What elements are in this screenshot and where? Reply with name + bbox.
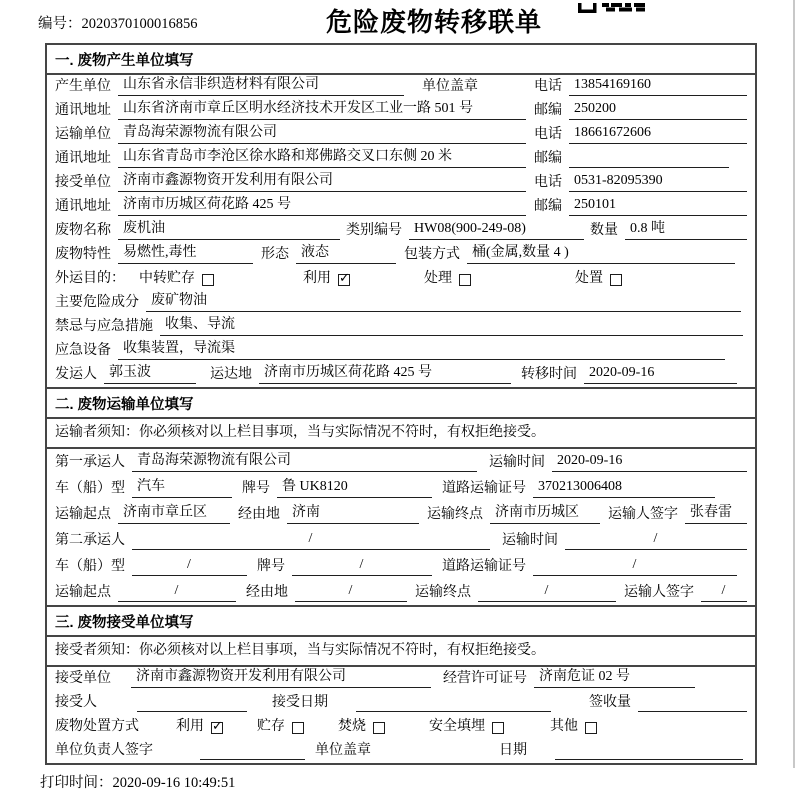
disposal-option-burn	[338, 718, 385, 736]
disposal-burn-checkbox	[373, 722, 385, 734]
transfer-storage-label: 中转贮存	[139, 271, 195, 286]
treat-checkbox	[459, 274, 471, 286]
route2-row	[47, 579, 755, 605]
disposal-option-store	[257, 718, 304, 736]
disposal-option-use	[176, 718, 223, 736]
date-label: 日期	[499, 743, 527, 758]
route-end-field: 济南市历城区	[490, 504, 600, 524]
transfer-storage-checkbox	[202, 274, 214, 286]
disposal-landfill-checkbox	[492, 722, 504, 734]
equipment-label: 应急设备	[55, 343, 111, 358]
disposal-other-checkbox	[585, 722, 597, 734]
acceptor-field	[137, 710, 247, 712]
vehicle-type-label: 车（船）型	[55, 559, 125, 574]
hazard-row	[47, 291, 755, 315]
quantity-field: 0.8 吨	[625, 220, 747, 240]
second-carrier-field: /	[132, 530, 490, 550]
route-start2-field: /	[118, 582, 236, 602]
dispatcher-label: 发运人	[55, 367, 97, 382]
purpose-label: 外运目的：	[55, 271, 125, 286]
route-start-label: 运输起点	[55, 585, 111, 600]
accept-unit-row	[47, 667, 755, 691]
transporter-row	[47, 123, 755, 147]
document-header	[0, 0, 796, 43]
receiver-address-row	[47, 195, 755, 219]
form-label: 形态	[261, 247, 289, 262]
other-label: 其他	[550, 719, 578, 734]
manifest-form	[45, 43, 757, 765]
responsible-sign-field	[200, 758, 305, 760]
date-field	[555, 758, 743, 760]
print-time-value: 2020-09-16 10:49:51	[112, 775, 236, 791]
purpose-row	[47, 267, 755, 291]
second-carrier-row	[47, 527, 755, 553]
receiver-name-field: 济南市鑫源物资开发利用有限公司	[118, 172, 526, 192]
section1-header: 一. 废物产生单位填写	[47, 45, 755, 75]
plate-label: 牌号	[242, 481, 270, 496]
transfer-time-label: 转移时间	[521, 367, 577, 382]
disposal-store-checkbox	[292, 722, 304, 734]
route1-row	[47, 501, 755, 527]
phone-label: 电话	[534, 175, 562, 190]
destination-field: 济南市历城区荷花路 425 号	[259, 364, 511, 384]
receiver-address-field: 济南市历城区荷花路 425 号	[118, 196, 526, 216]
receiver-zip-field: 250101	[569, 196, 747, 216]
zip-label: 邮编	[534, 151, 562, 166]
plate-field: 鲁 UK8120	[277, 478, 432, 498]
equipment-row	[47, 339, 755, 363]
road-permit-field: 370213006408	[533, 478, 715, 498]
waste-traits-row	[47, 243, 755, 267]
first-carrier-label: 第一承运人	[55, 455, 125, 470]
carrier-sign-label: 运输人签字	[624, 585, 694, 600]
accept-date-label: 接受日期	[272, 695, 328, 710]
purpose-option-use	[303, 270, 350, 288]
route-end-label: 运输终点	[427, 507, 483, 522]
route-via2-field: /	[295, 582, 407, 602]
road-permit2-field: /	[533, 556, 737, 576]
right-edge-divider	[793, 0, 795, 768]
acceptor-row	[47, 691, 755, 715]
category-code-field: HW08(900-249-08)	[409, 220, 584, 240]
page-title: 危险废物转移联单	[325, 7, 542, 37]
hazard-label: 主要危险成分	[55, 295, 139, 310]
disposal-label: 废物处置方式	[55, 719, 139, 734]
carrier-sign2-field: /	[701, 582, 747, 602]
purpose-option-dispose	[575, 270, 622, 288]
serial-label: 编号：	[38, 16, 82, 32]
responsible-sign-label: 单位负责人签字	[55, 743, 153, 758]
transfer-time-field: 2020-09-16	[584, 364, 737, 384]
address-label: 通讯地址	[55, 103, 111, 118]
vehicle-type-label: 车（船）型	[55, 481, 125, 496]
transporter-name-field: 青岛海荣源物流有限公司	[118, 124, 526, 144]
waste-traits-label: 废物特性	[55, 247, 111, 262]
vehicle-type-field: 汽车	[132, 478, 232, 498]
route-start-field: 济南市章丘区	[118, 504, 230, 524]
transporter-notice: 运输者须知：你必须核对以上栏目事项，当与实际情况不符时，有权拒绝接受。	[47, 419, 755, 449]
form-field: 液态	[296, 244, 396, 264]
vehicle2-row	[47, 553, 755, 579]
receiver-phone-field: 0531-82095390	[569, 172, 747, 192]
packaging-label: 包装方式	[404, 247, 460, 262]
landfill-label: 安全填埋	[429, 719, 485, 734]
responsible-sign-row	[47, 739, 755, 763]
route-end2-field: /	[478, 582, 616, 602]
transport-time2-field: /	[565, 530, 747, 550]
phone-label: 电话	[534, 79, 562, 94]
receiver-row	[47, 171, 755, 195]
carrier-sign-label: 运输人签字	[608, 507, 678, 522]
received-amount-label: 签收量	[589, 695, 631, 710]
accept-unit-field: 济南市鑫源物资开发利用有限公司	[131, 668, 431, 688]
producer-address-field: 山东省济南市章丘区明水经济技术开发区工业一路 501 号	[118, 100, 526, 120]
producer-phone-field: 13854169160	[569, 76, 747, 96]
vehicle1-row	[47, 475, 755, 501]
use-label: 利用	[303, 271, 331, 286]
section3-header: 三. 废物接受单位填写	[47, 605, 755, 637]
phone-label: 电话	[534, 127, 562, 142]
taboo-label: 禁忌与应急措施	[55, 319, 153, 334]
serial-value: 2020370100016856	[81, 16, 198, 32]
burn-label: 焚烧	[338, 719, 366, 734]
purpose-option-treat	[424, 270, 471, 288]
taboo-row	[47, 315, 755, 339]
print-time-line	[40, 771, 796, 792]
address-label: 通讯地址	[55, 151, 111, 166]
producer-label: 产生单位	[55, 79, 111, 94]
zip-label: 邮编	[534, 103, 562, 118]
hazard-field: 废矿物油	[146, 292, 741, 312]
plate-label: 牌号	[257, 559, 285, 574]
destination-label: 运达地	[210, 367, 252, 382]
transporter-address-row	[47, 147, 755, 171]
dispatch-row	[47, 363, 755, 387]
section2-header: 二. 废物运输单位填写	[47, 387, 755, 419]
transport-time-label: 运输时间	[502, 533, 558, 548]
accept-unit-label: 接受单位	[55, 671, 111, 686]
route-via-label: 经由地	[246, 585, 288, 600]
category-code-label: 类别编号	[346, 223, 402, 238]
route-start-label: 运输起点	[55, 507, 111, 522]
vehicle-type2-field: /	[132, 556, 247, 576]
road-permit-label: 道路运输证号	[442, 559, 526, 574]
plate2-field: /	[292, 556, 432, 576]
unit-seal-label: 单位盖章	[315, 743, 371, 758]
carrier-sign-field: 张春雷	[685, 504, 747, 524]
transporter-phone-field: 18661672606	[569, 124, 747, 144]
first-carrier-field: 青岛海荣源物流有限公司	[132, 452, 477, 472]
producer-zip-field: 250200	[569, 100, 747, 120]
transporter-zip-field	[569, 166, 729, 168]
dispose-label: 处置	[575, 271, 603, 286]
taboo-field: 收集、导流	[160, 316, 743, 336]
waste-name-row	[47, 219, 755, 243]
unit-seal-label: 单位盖章	[422, 79, 478, 94]
transporter-address-field: 山东省青岛市李沧区徐水路和郑佛路交叉口东侧 20 米	[118, 148, 526, 168]
disposal-option-other	[550, 718, 597, 736]
use-checkbox	[338, 274, 350, 286]
dispose-checkbox	[610, 274, 622, 286]
producer-name-field: 山东省永信非织造材料有限公司	[118, 76, 404, 96]
waste-name-label: 废物名称	[55, 223, 111, 238]
receiver-label: 接受单位	[55, 175, 111, 190]
dispatcher-field: 郭玉波	[104, 364, 196, 384]
disposal-row	[47, 715, 755, 739]
transport-time-field: 2020-09-16	[552, 452, 747, 472]
transporter-label: 运输单位	[55, 127, 111, 142]
zip-label: 邮编	[534, 199, 562, 214]
purpose-option-transfer	[139, 270, 214, 288]
producer-row	[47, 75, 755, 99]
producer-address-row	[47, 99, 755, 123]
disposal-use-checkbox	[211, 722, 223, 734]
treat-label: 处理	[424, 271, 452, 286]
transport-time-label: 运输时间	[489, 455, 545, 470]
license-label: 经营许可证号	[443, 671, 527, 686]
waste-traits-field: 易燃性,毒性	[118, 244, 253, 264]
packaging-field: 桶(金属,数量 4 )	[467, 244, 735, 264]
address-label: 通讯地址	[55, 199, 111, 214]
use-label: 利用	[176, 719, 204, 734]
accept-date-field	[356, 710, 551, 712]
qr-code-icon	[578, 0, 648, 10]
route-via-field: 济南	[287, 504, 419, 524]
disposal-option-landfill	[429, 718, 504, 736]
first-carrier-row	[47, 449, 755, 475]
road-permit-label: 道路运输证号	[442, 481, 526, 496]
second-carrier-label: 第二承运人	[55, 533, 125, 548]
store-label: 贮存	[257, 719, 285, 734]
print-time-label: 打印时间：	[40, 775, 113, 791]
received-amount-field	[638, 710, 747, 712]
equipment-field: 收集装置，导流渠	[118, 340, 725, 360]
receiver-notice: 接受者须知：你必须核对以上栏目事项，当与实际情况不符时，有权拒绝接受。	[47, 637, 755, 667]
waste-name-field: 废机油	[118, 220, 340, 240]
quantity-label: 数量	[590, 223, 618, 238]
route-end-label: 运输终点	[415, 585, 471, 600]
acceptor-label: 接受人	[55, 695, 97, 710]
route-via-label: 经由地	[238, 507, 280, 522]
license-field: 济南危证 02 号	[534, 668, 695, 688]
